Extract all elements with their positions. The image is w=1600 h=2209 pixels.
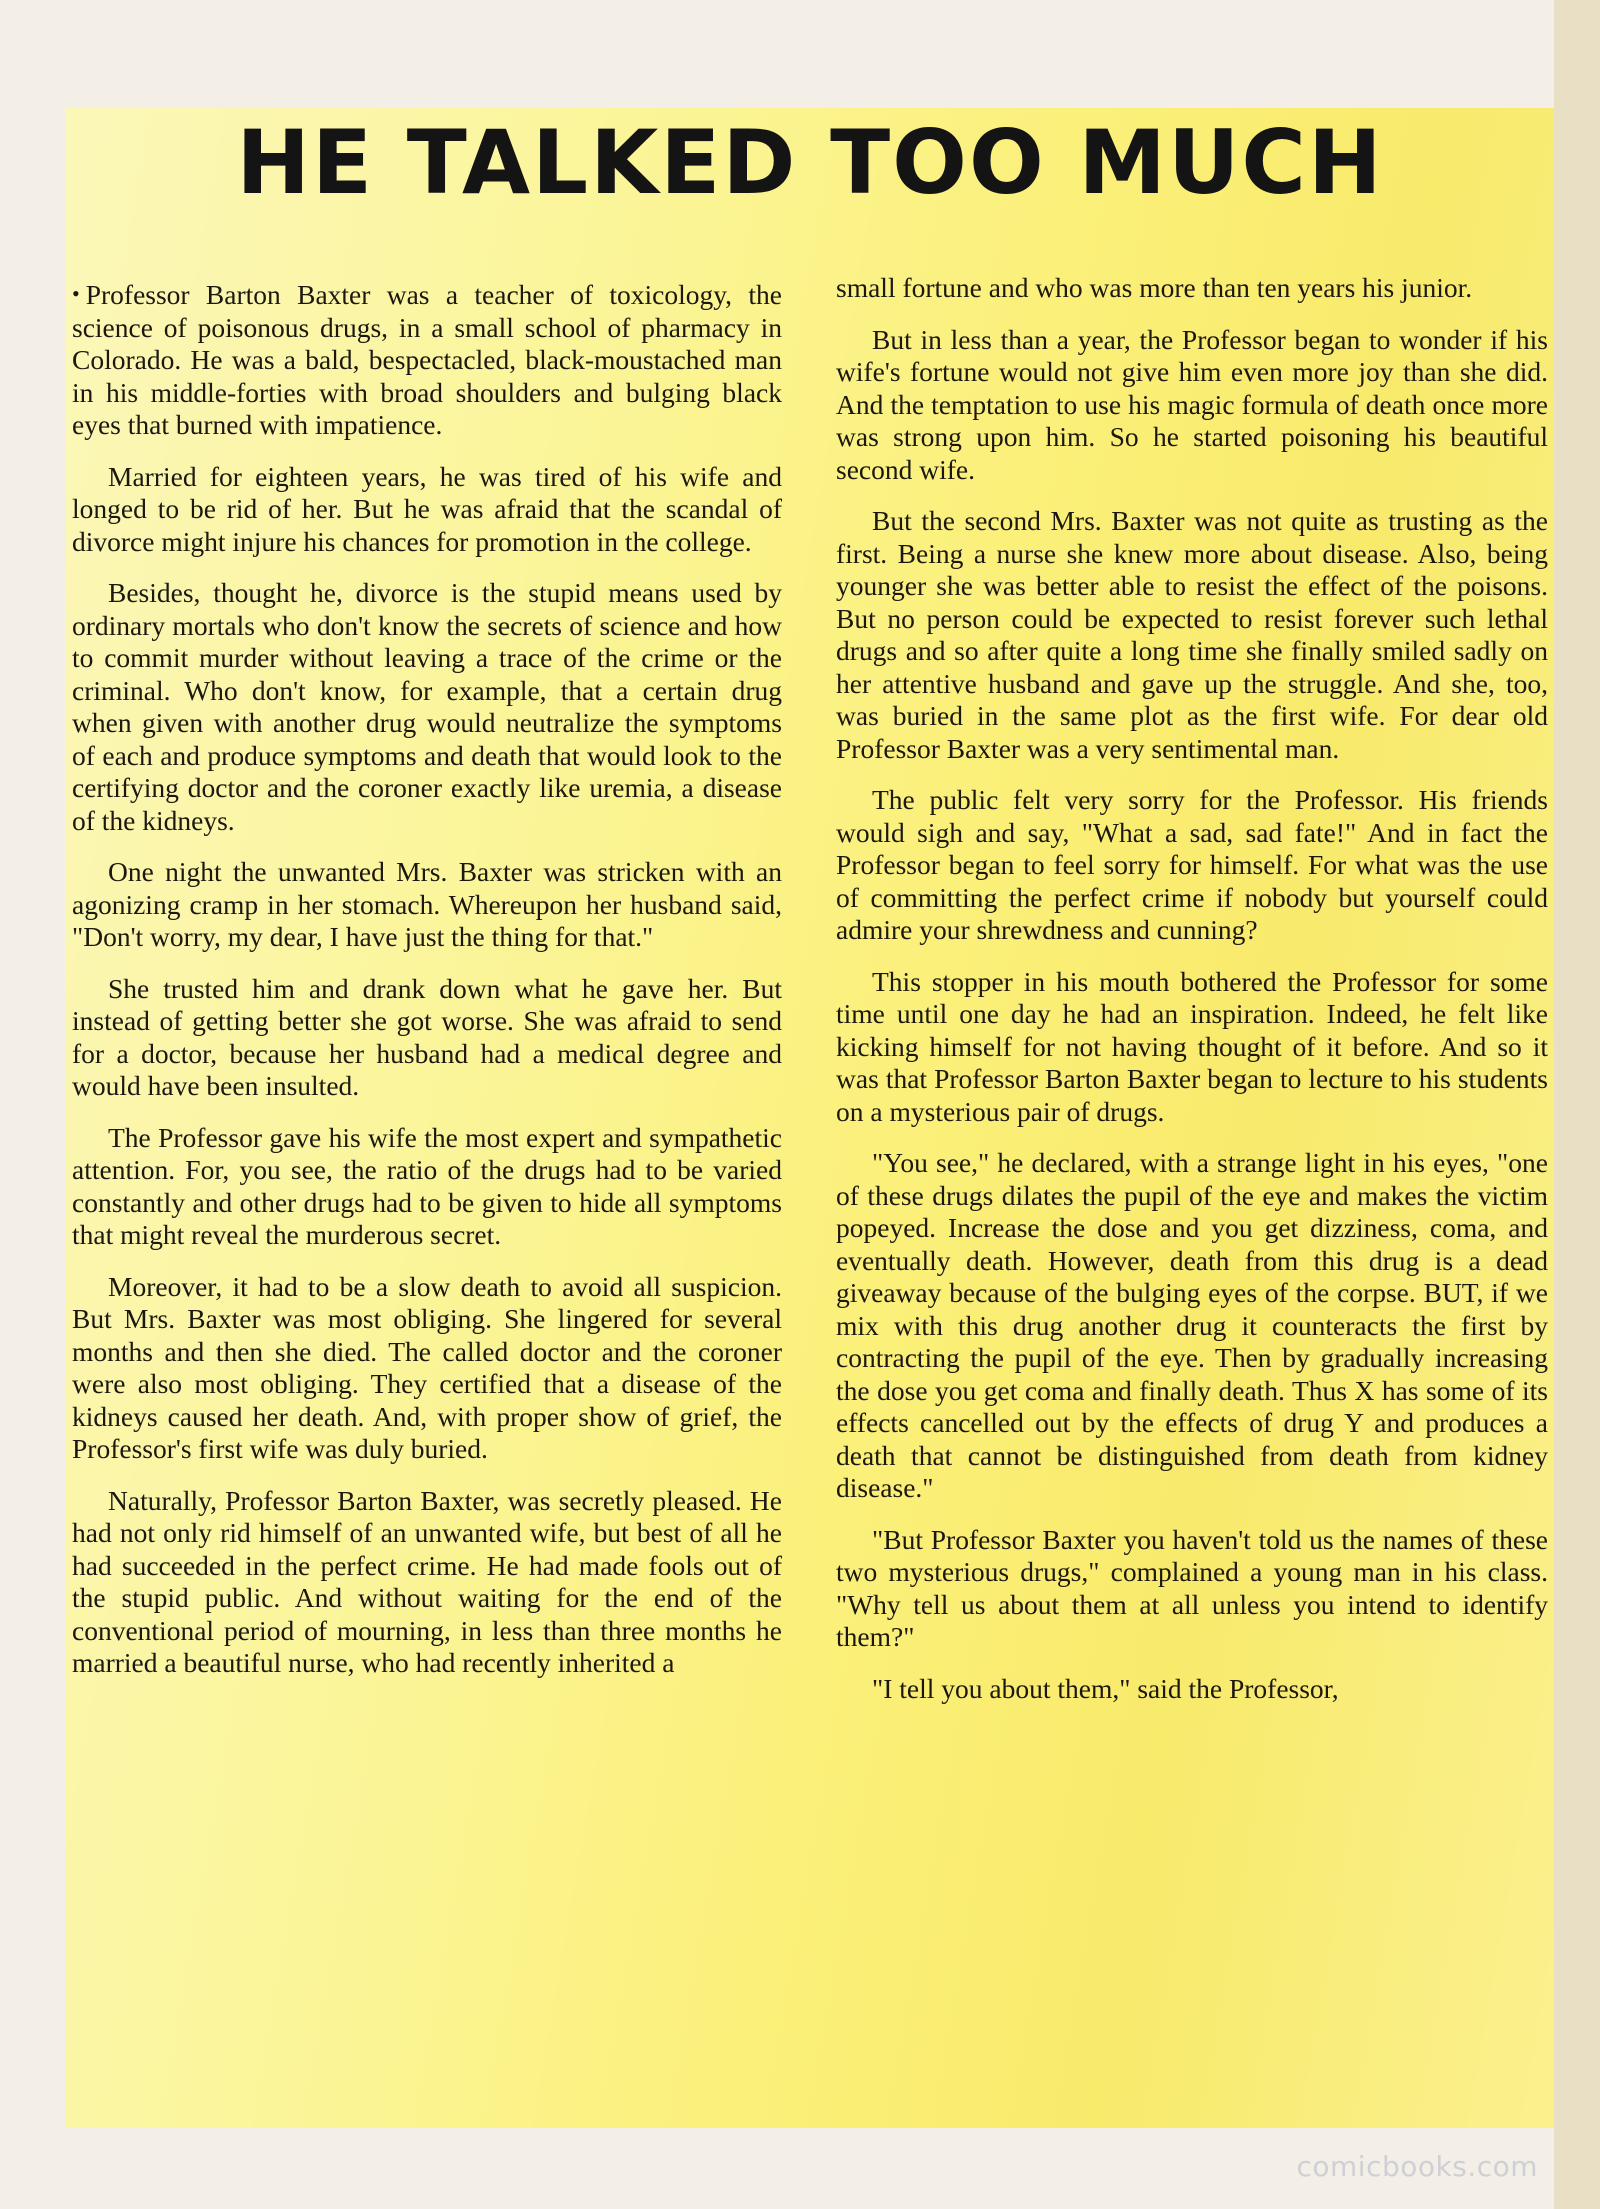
paragraph: This stopper in his mouth bothered the Professor for some time until one day he had an inspiration. Indeed, he felt like kicking himself for not having thought of it before. And so it was that Professor Barton Baxter began to lecture to his students on a mysterious pair of drugs. <box>836 965 1548 1127</box>
paragraph: Moreover, it had to be a slow death to avoid all suspicion. But Mrs. Baxter was most obliging. She lingered for several months and then she died. The called doctor and the coroner were also most obliging. They certified that a disease of the kidneys caused her death. And, with proper show of grief, the Professor's first wife was duly buried. <box>72 1270 782 1464</box>
story-panel <box>66 108 1554 2128</box>
left-column <box>72 278 782 1699</box>
paragraph: But the second Mrs. Baxter was not quite as trusting as the first. Being a nurse she knew more about disease. Also, being younger she was better able to resist the effect of the poisons. But no person could be expected to resist forever such lethal drugs and so after quite a long time she finally smiled sadly on her attentive husband and gave up the struggle. And she, too, was buried in the same plot as the first wife. For dear old Professor Baxter was a very sentimental man. <box>836 505 1548 764</box>
paragraph: She trusted him and drank down what he gave her. But instead of getting better she got worse. She was afraid to send for a doctor, because her husband had a medical degree and would have been insulted. <box>72 972 782 1101</box>
paragraph: The public felt very sorry for the Professor. His friends would sigh and say, "What a sad, sad fate!" And in fact the Professor began to feel sorry for himself. For what was the use of committing the perfect crime if nobody but yourself could admire your shrewdness and cunning? <box>836 784 1548 945</box>
paragraph: small fortune and who was more than ten years his junior. <box>836 272 1473 303</box>
right-column <box>836 272 1548 1724</box>
story-title: HE TALKED TOO MUCH <box>236 111 1384 214</box>
paragraph: But in less than a year, the Professor began to wonder if his wife's fortune would not give him even more joy than she did. And the temptation to use his magic formula of death once more was strong upon him. So he started poisoning his beautiful second wife. <box>836 323 1548 485</box>
paragraph: Besides, thought he, divorce is the stupid means used by ordinary mortals who don't know the secrets of science and how to commit murder without leaving a trace of the crime or the criminal. Who don't know, for example, that a certain drug when given with another drug would neutralize the symptoms of each and produce symptoms and death that would look to the certifying doctor and the coroner exactly like uremia, a disease of the kidneys. <box>72 577 782 836</box>
paragraph: "But Professor Baxter you haven't told us the names of these two mysterious drugs," complained a young man in his class. "Why tell us about them at all unless you intend to identify them?" <box>836 1523 1548 1652</box>
paragraph: One night the unwanted Mrs. Baxter was stricken with an agonizing cramp in her stomach. Whereupon her husband said, "Don't worry, my dear, I have just the thing for that." <box>72 856 782 952</box>
paragraph: Naturally, Professor Barton Baxter, was secretly pleased. He had not only rid himself of an unwanted wife, but best of all he had succeeded in the perfect crime. He had made fools out of the stupid public. And without waiting for the end of the conventional period of mourning, in less than three months he married a beautiful nurse, who had recently inherited a <box>72 1484 782 1678</box>
paragraph: "You see," he declared, with a strange light in his eyes, "one of these drugs dilates the pupil of the eye and makes the victim popeyed. Increase the dose and you get dizziness, coma, and eventually death. However, death from this drug is a dead giveaway because of the bulging eyes of the corpse. BUT, if we mix with this drug another drug it counteracts the first by contracting the pupil of the eye. Then by gradually increasing the dose you get coma and finally death. Thus X has some of its effects cancelled out by the effects of drug Y and produces a death that cannot be distinguished from death from kidney disease." <box>836 1147 1548 1503</box>
paragraph <box>72 278 782 442</box>
watermark: comicbooks.com <box>1296 2150 1538 2183</box>
paragraph: "I tell you about them," said the Professor, <box>872 1672 1339 1704</box>
paragraph: Married for eighteen years, he was tired of his wife and longed to be rid of her. But he was afraid that the scandal of divorce might injure his chances for promotion in the college. <box>72 460 782 557</box>
paragraph-text: Professor Barton Baxter was a teacher of toxicology, the science of poisonous drugs, in a small school of pharmacy in Colorado. He was a bald, bespectacled, black-moustached man in his middle-forties with broad shoulders and bulging black eyes that burned with impatience. <box>72 279 782 440</box>
paragraph: The Professor gave his wife the most expert and sympathetic attention. For, you see, the ratio of the drugs had to be varied constantly and other drugs had to be given to hide all symptoms that might reveal the murderous secret. <box>72 1121 782 1250</box>
bullet-icon: • <box>72 281 80 306</box>
page-edge <box>1554 0 1600 2209</box>
